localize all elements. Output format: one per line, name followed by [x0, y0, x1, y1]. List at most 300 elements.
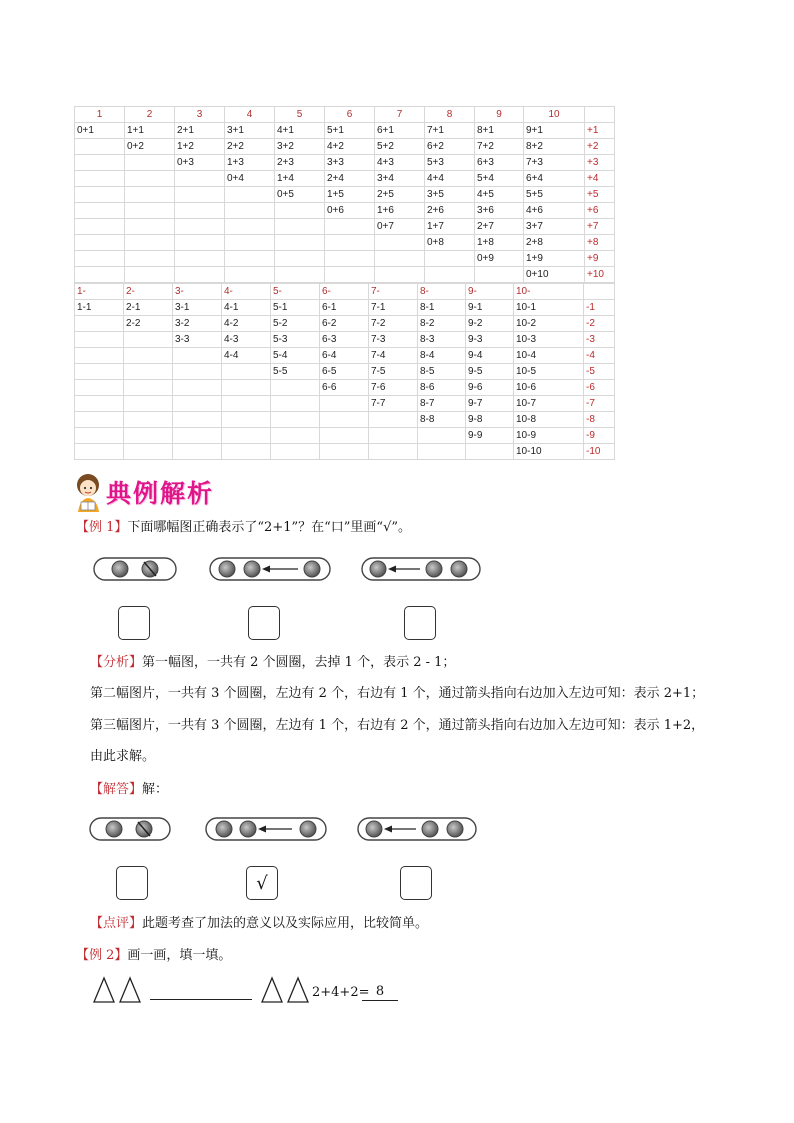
subtraction-table — [74, 283, 615, 460]
addition-header-cell: 2 — [125, 107, 175, 123]
figure-one-plus-two — [362, 558, 480, 580]
subtraction-cell — [418, 444, 466, 460]
addition-header-cell: 6 — [325, 107, 375, 123]
comment-label: 【点评】 — [90, 916, 143, 931]
subtraction-cell — [173, 428, 222, 444]
subtraction-cell: 10-3 — [514, 332, 584, 348]
addition-cell: 0+10 — [524, 267, 585, 283]
addition-cell: 4+6 — [524, 203, 585, 219]
subtraction-row — [75, 428, 615, 444]
subtraction-header-cell: 4- — [222, 284, 271, 300]
subtraction-cell: 8-4 — [418, 348, 466, 364]
addition-cell — [75, 267, 125, 283]
subtraction-cell: 9-7 — [466, 396, 514, 412]
addition-cell — [175, 267, 225, 283]
subtraction-cell: 9-5 — [466, 364, 514, 380]
addition-cell: 1+9 — [524, 251, 585, 267]
addition-header-cell: 7 — [375, 107, 425, 123]
subtraction-cell — [75, 428, 124, 444]
addition-row-label: +6 — [585, 203, 615, 219]
addition-cell: 5+3 — [425, 155, 475, 171]
analysis-line-2: 第二幅图片，一共有 3 个圆圈，左边有 2 个，右边有 1 个，通过箭头指向右边加入左边可知：表示 2+1； — [90, 686, 705, 701]
subtraction-cell: 5-5 — [271, 364, 320, 380]
addition-cell: 4+3 — [375, 155, 425, 171]
subtraction-cell — [320, 444, 369, 460]
subtraction-row-label: -10 — [584, 444, 615, 460]
answer-box-3[interactable] — [404, 606, 436, 640]
addition-cell — [225, 203, 275, 219]
addition-cell: 1+7 — [425, 219, 475, 235]
addition-cell: 1+5 — [325, 187, 375, 203]
example2-question-line — [76, 946, 231, 966]
addition-cell — [375, 251, 425, 267]
triangles-group-2 — [260, 976, 312, 1004]
addition-row-label: +3 — [585, 155, 615, 171]
subtraction-row — [75, 380, 615, 396]
addition-cell: 5+1 — [325, 123, 375, 139]
addition-cell — [375, 235, 425, 251]
addition-cell — [175, 251, 225, 267]
addition-cell: 3+1 — [225, 123, 275, 139]
subtraction-header-cell: 8- — [418, 284, 466, 300]
subtraction-cell — [75, 332, 124, 348]
addition-cell: 7+2 — [475, 139, 524, 155]
addition-row-label: +10 — [585, 267, 615, 283]
subtraction-cell — [466, 444, 514, 460]
addition-cell — [325, 267, 375, 283]
subtraction-cell: 6-6 — [320, 380, 369, 396]
addition-cell — [225, 235, 275, 251]
addition-cell — [75, 235, 125, 251]
addition-cell: 1+6 — [375, 203, 425, 219]
subtraction-cell: 9-1 — [466, 300, 514, 316]
answer-box-2[interactable] — [248, 606, 280, 640]
subtraction-cell: 10-10 — [514, 444, 584, 460]
addition-row — [75, 219, 615, 235]
addition-cell: 1+3 — [225, 155, 275, 171]
subtraction-header-cell: 9- — [466, 284, 514, 300]
addition-cell: 0+6 — [325, 203, 375, 219]
analysis-line-1 — [90, 653, 455, 673]
subtraction-header-row — [75, 284, 615, 300]
example1-question: 下面哪幅图正确表示了“2+1”？在“口”里画“√”。 — [127, 520, 412, 535]
addition-cell: 3+6 — [475, 203, 524, 219]
subtraction-cell — [75, 348, 124, 364]
addition-cell — [125, 171, 175, 187]
addition-cell — [275, 267, 325, 283]
addition-cell: 0+5 — [275, 187, 325, 203]
addition-cell: 2+6 — [425, 203, 475, 219]
subtraction-cell — [369, 412, 418, 428]
subtraction-row — [75, 300, 615, 316]
subtraction-cell: 7-4 — [369, 348, 418, 364]
addition-header-cell: 1 — [75, 107, 125, 123]
triangle-icon — [288, 978, 308, 1002]
addition-cell: 0+8 — [425, 235, 475, 251]
addition-cell: 1+4 — [275, 171, 325, 187]
check-mark: √ — [256, 872, 268, 894]
subtraction-cell: 8-2 — [418, 316, 466, 332]
addition-cell: 5+4 — [475, 171, 524, 187]
example1-answer-figures — [86, 808, 486, 858]
addition-cell: 7+1 — [425, 123, 475, 139]
addition-cell: 1+2 — [175, 139, 225, 155]
addition-cell: 6+2 — [425, 139, 475, 155]
subtraction-cell: 8-1 — [418, 300, 466, 316]
addition-cell — [175, 219, 225, 235]
addition-cell — [475, 267, 524, 283]
subtraction-cell: 6-5 — [320, 364, 369, 380]
addition-cell: 2+8 — [524, 235, 585, 251]
answer-box-3-solved[interactable] — [400, 866, 432, 900]
addition-row-label: +5 — [585, 187, 615, 203]
addition-row — [75, 235, 615, 251]
addition-header-cell: 5 — [275, 107, 325, 123]
addition-cell — [225, 187, 275, 203]
addition-cell: 3+7 — [524, 219, 585, 235]
fill-blank-line[interactable] — [150, 999, 252, 1000]
subtraction-cell — [173, 380, 222, 396]
subtraction-cell: 3-2 — [173, 316, 222, 332]
subtraction-row-label: -7 — [584, 396, 615, 412]
subtraction-header-cell: 5- — [271, 284, 320, 300]
subtraction-row-label: -8 — [584, 412, 615, 428]
addition-cell: 3+2 — [275, 139, 325, 155]
subtraction-cell — [222, 396, 271, 412]
subtraction-cell: 4-2 — [222, 316, 271, 332]
addition-cell: 2+4 — [325, 171, 375, 187]
subtraction-row-label: -9 — [584, 428, 615, 444]
example1-label: 【例 1】 — [76, 520, 128, 535]
triangle-icon — [94, 978, 114, 1002]
addition-cell — [175, 235, 225, 251]
addition-row-label: +4 — [585, 171, 615, 187]
addition-cell: 2+5 — [375, 187, 425, 203]
subtraction-cell: 9-6 — [466, 380, 514, 396]
subtraction-row-label: -1 — [584, 300, 615, 316]
addition-cell — [325, 251, 375, 267]
subtraction-cell: 7-7 — [369, 396, 418, 412]
subtraction-header-cell: 10- — [514, 284, 584, 300]
subtraction-cell — [271, 428, 320, 444]
subtraction-header-cell: 3- — [173, 284, 222, 300]
answer-box-2-solved[interactable] — [246, 866, 278, 900]
addition-row — [75, 155, 615, 171]
subtraction-row — [75, 396, 615, 412]
subtraction-cell: 10-2 — [514, 316, 584, 332]
addition-cell: 1+1 — [125, 123, 175, 139]
subtraction-cell — [271, 412, 320, 428]
subtraction-cell: 10-1 — [514, 300, 584, 316]
addition-cell: 7+3 — [524, 155, 585, 171]
subtraction-cell: 9-4 — [466, 348, 514, 364]
addition-cell — [125, 187, 175, 203]
addition-row-label: +1 — [585, 123, 615, 139]
subtraction-cell — [173, 396, 222, 412]
addition-cell — [275, 251, 325, 267]
addition-cell: 4+1 — [275, 123, 325, 139]
addition-cell: 9+1 — [524, 123, 585, 139]
subtraction-cell: 5-2 — [271, 316, 320, 332]
addition-header-cell: 8 — [425, 107, 475, 123]
addition-cell — [225, 267, 275, 283]
subtraction-row — [75, 332, 615, 348]
subtraction-cell — [222, 428, 271, 444]
addition-cell — [75, 187, 125, 203]
subtraction-cell: 5-1 — [271, 300, 320, 316]
subtraction-cell — [75, 412, 124, 428]
subtraction-cell: 8-3 — [418, 332, 466, 348]
subtraction-cell — [75, 316, 124, 332]
subtraction-cell: 8-8 — [418, 412, 466, 428]
subtraction-cell: 10-5 — [514, 364, 584, 380]
answer-figure-two-plus-one — [206, 818, 326, 840]
subtraction-cell: 4-3 — [222, 332, 271, 348]
addition-cell — [425, 267, 475, 283]
subtraction-cell: 7-1 — [369, 300, 418, 316]
addition-cell — [275, 235, 325, 251]
addition-cell: 6+4 — [524, 171, 585, 187]
addition-row — [75, 267, 615, 283]
addition-cell — [125, 203, 175, 219]
equation: 2+4+2= — [312, 985, 370, 1000]
subtraction-cell — [124, 412, 173, 428]
addition-cell: 3+5 — [425, 187, 475, 203]
addition-cell — [325, 219, 375, 235]
subtraction-row-label: -6 — [584, 380, 615, 396]
subtraction-cell — [320, 428, 369, 444]
addition-cell — [125, 155, 175, 171]
subtraction-cell: 5-4 — [271, 348, 320, 364]
addition-cell — [125, 251, 175, 267]
addition-cell: 2+1 — [175, 123, 225, 139]
figure-two-plus-one — [210, 558, 330, 580]
addition-cell — [225, 219, 275, 235]
figure-two-minus-one — [94, 558, 176, 580]
subtraction-header-cell: 6- — [320, 284, 369, 300]
addition-header-row — [75, 107, 615, 123]
addition-cell: 3+3 — [325, 155, 375, 171]
comment-line — [90, 914, 428, 934]
subtraction-cell — [418, 428, 466, 444]
section-title: 典例解析 — [106, 479, 215, 508]
example2-label: 【例 2】 — [76, 948, 128, 963]
answer-label: 【解答】 — [90, 782, 143, 797]
subtraction-cell: 7-3 — [369, 332, 418, 348]
subtraction-row — [75, 412, 615, 428]
addition-row-label: +8 — [585, 235, 615, 251]
subtraction-cell: 10-7 — [514, 396, 584, 412]
subtraction-cell: 2-1 — [124, 300, 173, 316]
subtraction-cell: 10-8 — [514, 412, 584, 428]
subtraction-cell: 9-3 — [466, 332, 514, 348]
subtraction-cell — [222, 444, 271, 460]
subtraction-cell: 5-3 — [271, 332, 320, 348]
addition-cell — [175, 171, 225, 187]
comment-text: 此题考查了加法的意义以及实际应用，比较简单。 — [142, 916, 429, 931]
addition-cell: 6+1 — [375, 123, 425, 139]
addition-cell: 8+2 — [524, 139, 585, 155]
subtraction-header-cell: 2- — [124, 284, 173, 300]
addition-cell: 0+3 — [175, 155, 225, 171]
subtraction-cell: 7-6 — [369, 380, 418, 396]
addition-cell: 2+3 — [275, 155, 325, 171]
addition-cell — [325, 235, 375, 251]
addition-cell — [425, 251, 475, 267]
addition-cell — [75, 219, 125, 235]
addition-cell — [75, 203, 125, 219]
answer-figure-two-minus-one — [90, 818, 170, 840]
addition-cell: 4+4 — [425, 171, 475, 187]
analysis-line-3: 第三幅图片，一共有 3 个圆圈，左边有 1 个，右边有 2 个，通过箭头指向右边加入左边可知：表示 1+2， — [90, 718, 705, 733]
addition-cell — [275, 203, 325, 219]
example1-question-line — [76, 518, 411, 538]
subtraction-header-cell — [584, 284, 615, 300]
equation-answer: 8 — [362, 983, 398, 1001]
addition-header-cell: 9 — [475, 107, 524, 123]
subtraction-row-label: -3 — [584, 332, 615, 348]
addition-cell: 4+5 — [475, 187, 524, 203]
addition-header-cell: 3 — [175, 107, 225, 123]
addition-header-cell — [585, 107, 615, 123]
addition-cell: 0+9 — [475, 251, 524, 267]
analysis-text-1: 第一幅图，一共有 2 个圆圈，去掉 1 个，表示 2 - 1； — [142, 655, 456, 670]
subtraction-row-label: -5 — [584, 364, 615, 380]
subtraction-cell — [369, 428, 418, 444]
subtraction-cell: 9-9 — [466, 428, 514, 444]
subtraction-cell: 4-4 — [222, 348, 271, 364]
subtraction-cell — [222, 380, 271, 396]
subtraction-cell: 7-5 — [369, 364, 418, 380]
subtraction-cell — [75, 364, 124, 380]
addition-cell: 6+3 — [475, 155, 524, 171]
subtraction-cell — [124, 428, 173, 444]
subtraction-cell — [271, 396, 320, 412]
subtraction-cell — [369, 444, 418, 460]
subtraction-row — [75, 364, 615, 380]
subtraction-row-label: -4 — [584, 348, 615, 364]
subtraction-cell: 10-9 — [514, 428, 584, 444]
subtraction-cell — [320, 396, 369, 412]
triangle-icon — [120, 978, 140, 1002]
addition-row — [75, 139, 615, 155]
subtraction-cell: 2-2 — [124, 316, 173, 332]
subtraction-cell: 9-2 — [466, 316, 514, 332]
answer-line — [90, 780, 168, 800]
addition-cell — [275, 219, 325, 235]
addition-row — [75, 123, 615, 139]
analysis-line-4: 由此求解。 — [90, 749, 156, 764]
triangle-icon — [262, 978, 282, 1002]
subtraction-cell: 6-1 — [320, 300, 369, 316]
addition-row-label: +2 — [585, 139, 615, 155]
subtraction-row-label: -2 — [584, 316, 615, 332]
subtraction-cell — [124, 348, 173, 364]
addition-cell — [225, 251, 275, 267]
answer-text: 解： — [142, 782, 169, 797]
analysis-label: 【分析】 — [90, 655, 143, 670]
subtraction-cell — [173, 444, 222, 460]
addition-row-label: +7 — [585, 219, 615, 235]
subtraction-cell — [75, 396, 124, 412]
subtraction-cell: 8-7 — [418, 396, 466, 412]
subtraction-cell: 10-6 — [514, 380, 584, 396]
subtraction-cell — [222, 412, 271, 428]
subtraction-cell — [124, 444, 173, 460]
subtraction-row — [75, 444, 615, 460]
subtraction-cell — [173, 364, 222, 380]
addition-cell — [75, 155, 125, 171]
girl-reading-icon — [72, 472, 106, 514]
addition-cell — [125, 235, 175, 251]
addition-cell — [175, 203, 225, 219]
addition-row — [75, 203, 615, 219]
subtraction-cell — [173, 348, 222, 364]
addition-cell — [375, 267, 425, 283]
addition-cell: 4+2 — [325, 139, 375, 155]
addition-table — [74, 106, 615, 283]
subtraction-cell: 8-5 — [418, 364, 466, 380]
subtraction-cell: 4-1 — [222, 300, 271, 316]
addition-row — [75, 251, 615, 267]
triangles-group-1 — [92, 976, 144, 1004]
addition-cell: 2+2 — [225, 139, 275, 155]
answer-box-1-solved[interactable] — [116, 866, 148, 900]
subtraction-row — [75, 348, 615, 364]
answer-box-1[interactable] — [118, 606, 150, 640]
subtraction-cell — [75, 380, 124, 396]
subtraction-cell: 6-4 — [320, 348, 369, 364]
addition-header-cell: 10 — [524, 107, 585, 123]
addition-cell: 0+1 — [75, 123, 125, 139]
addition-cell: 5+2 — [375, 139, 425, 155]
subtraction-cell: 7-2 — [369, 316, 418, 332]
subtraction-cell: 3-3 — [173, 332, 222, 348]
addition-cell — [175, 187, 225, 203]
addition-cell: 0+7 — [375, 219, 425, 235]
subtraction-cell: 9-8 — [466, 412, 514, 428]
subtraction-cell — [124, 380, 173, 396]
addition-cell: 5+5 — [524, 187, 585, 203]
addition-cell — [125, 219, 175, 235]
subtraction-cell — [271, 444, 320, 460]
subtraction-cell: 10-4 — [514, 348, 584, 364]
addition-cell — [125, 267, 175, 283]
subtraction-cell: 6-3 — [320, 332, 369, 348]
subtraction-cell — [173, 412, 222, 428]
subtraction-cell — [124, 364, 173, 380]
example2-question: 画一画，填一填。 — [127, 948, 232, 963]
subtraction-cell — [271, 380, 320, 396]
subtraction-cell — [320, 412, 369, 428]
subtraction-cell — [75, 444, 124, 460]
addition-cell: 0+2 — [125, 139, 175, 155]
addition-cell: 8+1 — [475, 123, 524, 139]
subtraction-header-cell: 1- — [75, 284, 124, 300]
subtraction-cell: 1-1 — [75, 300, 124, 316]
subtraction-cell — [222, 364, 271, 380]
addition-row — [75, 187, 615, 203]
addition-header-cell: 4 — [225, 107, 275, 123]
addition-row — [75, 171, 615, 187]
subtraction-row — [75, 316, 615, 332]
subtraction-cell: 3-1 — [173, 300, 222, 316]
subtraction-header-cell: 7- — [369, 284, 418, 300]
addition-cell — [75, 139, 125, 155]
addition-cell — [75, 171, 125, 187]
addition-row-label: +9 — [585, 251, 615, 267]
addition-cell: 0+4 — [225, 171, 275, 187]
